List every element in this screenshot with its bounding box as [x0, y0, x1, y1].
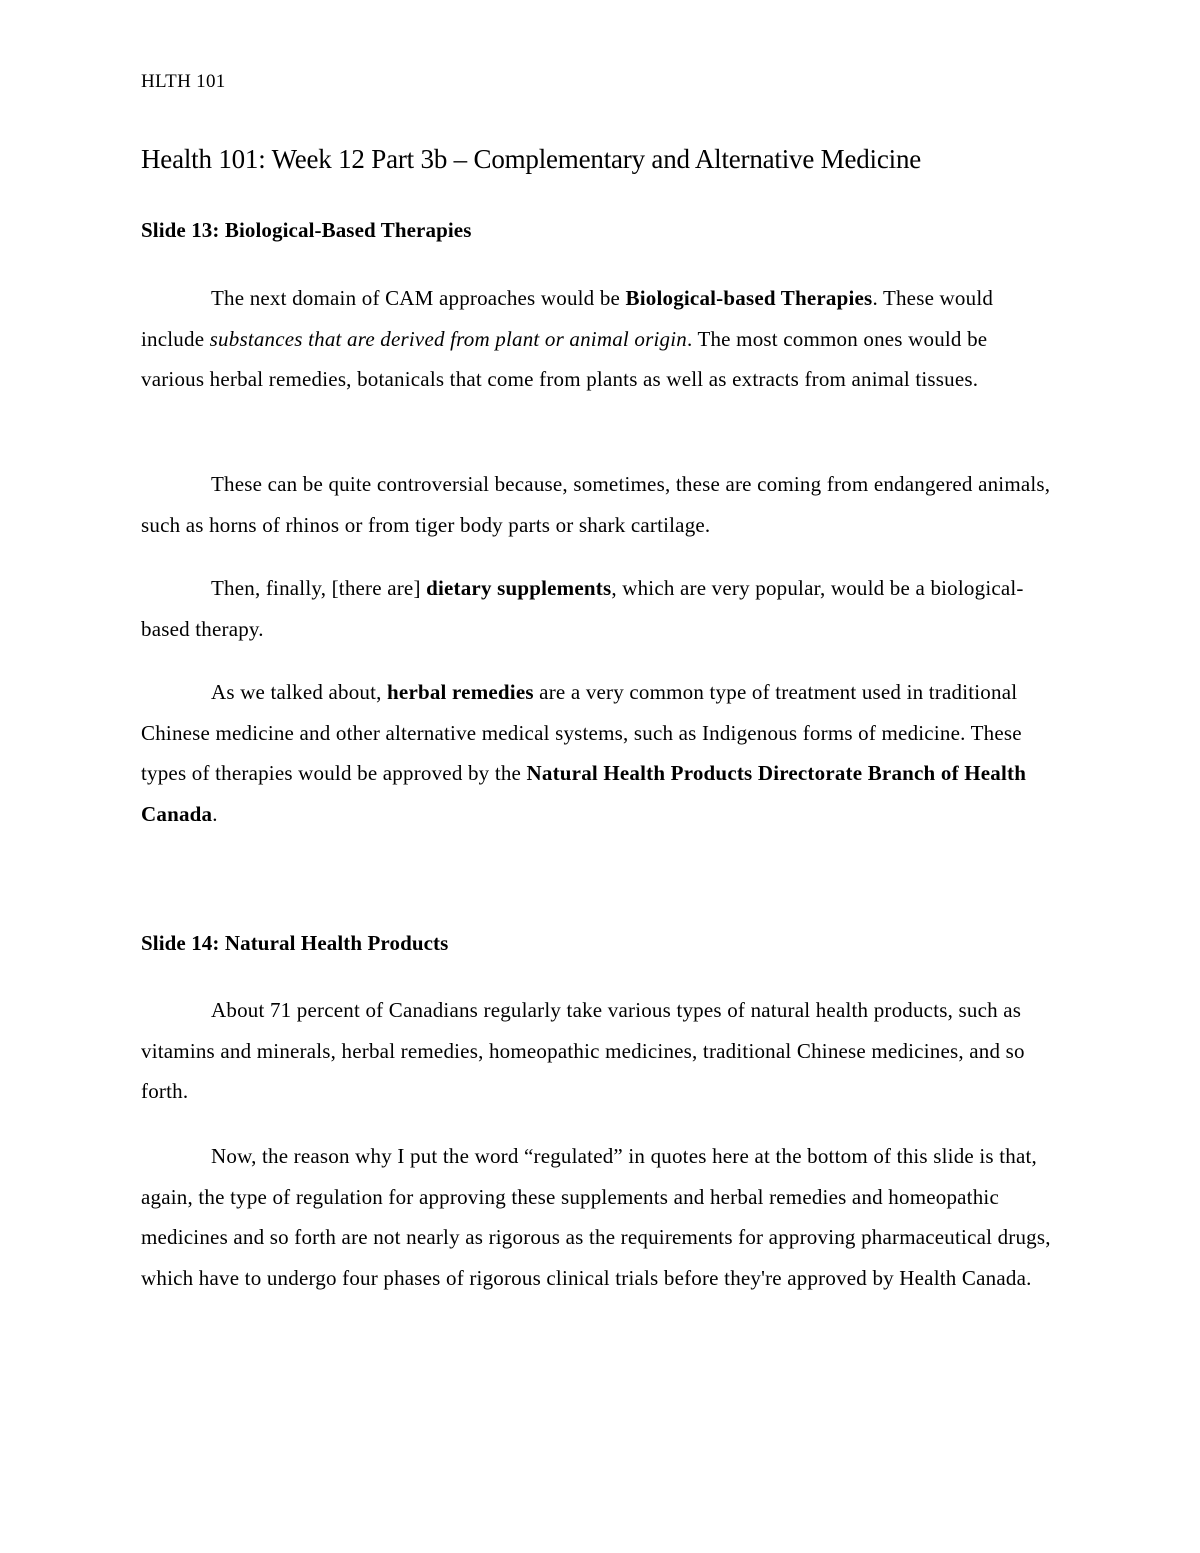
paragraph-regulated — [141, 1136, 1053, 1298]
paragraph-herbal-remedies — [141, 672, 1053, 834]
text-run: Now, the reason why I put the word “regulated” in quotes here at the bottom of this slide is that, again, the type of regulation for approving these supplements and herbal remedies and homeopathic medicines and so forth are not nearly as rigorous as the requirements for approving pharmaceutical drugs, which have to undergo four phases of rigorous clinical trials before they're approved by Health Canada. — [141, 1144, 1051, 1290]
italic-phrase: substances that are derived from plant or animal origin — [209, 326, 687, 351]
bold-term: Biological-based Therapies — [625, 286, 873, 310]
paragraph-dietary-supplements — [141, 568, 1053, 649]
paragraph-natural-health-products — [141, 990, 1053, 1112]
text-run: are a very common type of treatment used in traditional Chinese medicine and other alternative medical systems, such as Indigenous forms of medicine. These types of therapies would be approved by the — [141, 680, 1022, 786]
text-run: . The most common ones would be various herbal remedies, botanicals that come from plants as well as extracts from animal tissues. — [141, 326, 988, 392]
text-run: Then, finally, [there are] — [211, 576, 427, 600]
section-heading-slide-14: Slide 14: Natural Health Products — [141, 931, 449, 955]
paragraph-controversial — [141, 464, 1053, 545]
page-header: HLTH 101 — [141, 71, 226, 92]
text-run: About 71 percent of Canadians regularly take various types of natural health products, such as vitamins and minerals, herbal remedies, homeopathic medicines, traditional Chinese medicines, and so forth. — [141, 998, 1025, 1104]
text-run: These can be quite controversial because, sometimes, these are coming from endangered animals, such as horns of rhinos or from tiger body parts or shark cartilage. — [141, 472, 1051, 537]
text-run: . — [212, 801, 218, 826]
text-run: As we talked about, — [211, 680, 388, 704]
section-heading-slide-13: Slide 13: Biological-Based Therapies — [141, 218, 472, 242]
bold-term: herbal remedies — [387, 680, 534, 704]
document-title: Health 101: Week 12 Part 3b – Complementary and Alternative Medicine — [141, 144, 922, 174]
paragraph-biological-therapies — [141, 278, 1053, 400]
bold-term: dietary supplements — [426, 576, 612, 600]
text-run: . These would include — [141, 286, 994, 351]
bold-term: Natural Health Products Directorate Branch of Health Canada — [141, 761, 1027, 826]
text-run: , which are very popular, would be a biological-based therapy. — [141, 576, 1024, 641]
text-run: The next domain of CAM approaches would be — [211, 286, 626, 310]
